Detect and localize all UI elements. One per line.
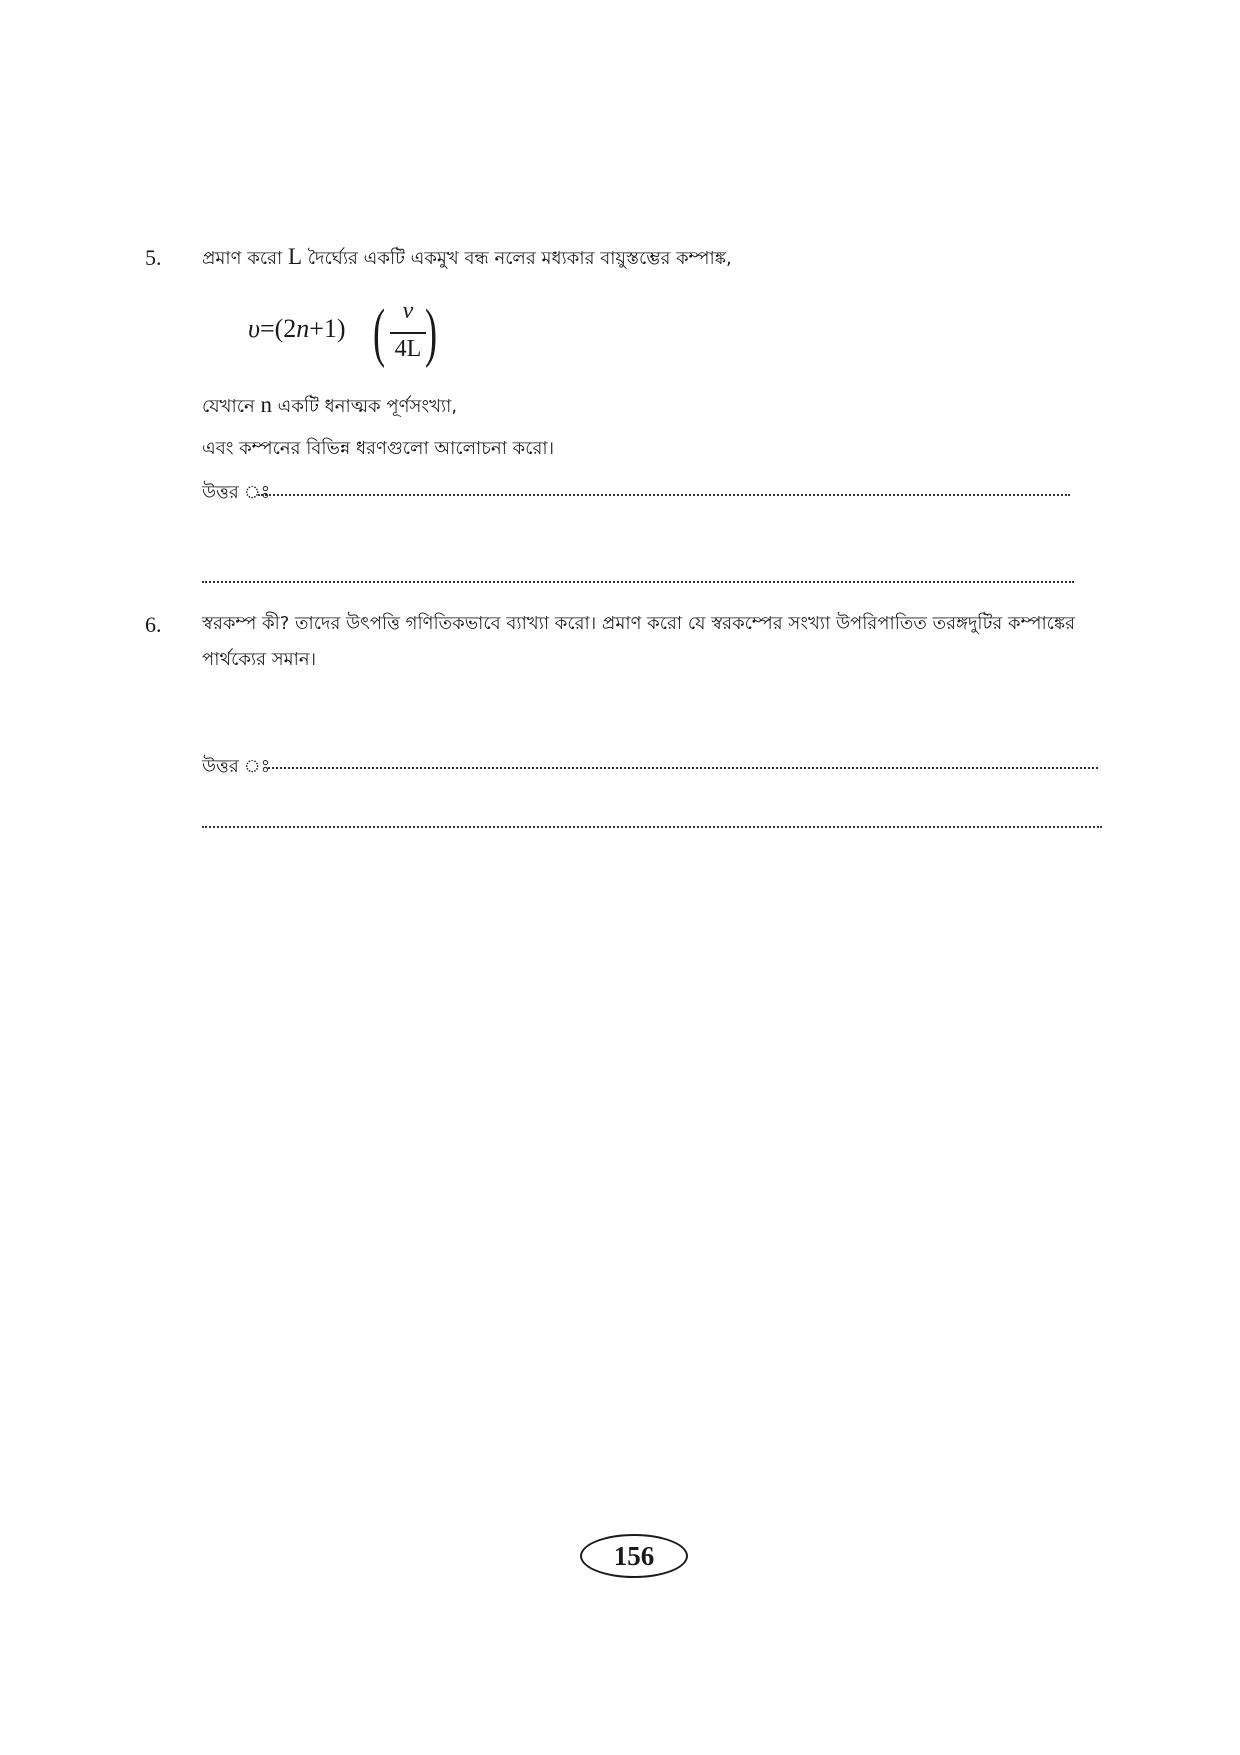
question-5-n-symbol: n	[260, 392, 272, 417]
question-6-answer-label: উত্তর ঃ	[202, 756, 271, 777]
page-number-badge: 156	[580, 1534, 688, 1578]
formula-frequency-symbol: υ	[248, 314, 260, 343]
question-6-answer-line-1[interactable]	[268, 767, 1098, 769]
formula-right-paren: )	[424, 296, 438, 369]
question-5-prompt-end: দৈর্ঘ্যের একটি একমুখ বন্ধ নলের মধ্যকার বায়ুস্তম্ভের কম্পাঙ্ক,	[307, 248, 732, 269]
formula-fraction	[372, 296, 438, 372]
formula-left-paren: (	[372, 296, 386, 369]
question-6-answer-line-2[interactable]	[202, 826, 1102, 828]
question-5-prompt-start: প্রমাণ করো	[202, 248, 283, 269]
formula-open-term: =(2	[259, 314, 297, 343]
question-6-prompt: স্বরকম্প কী? তাদের উৎপত্তি গণিতিকভাবে ব্যাখ্যা করো। প্রমাণ করো যে স্বরকম্পের সংখ্যা উপরিপাতিত তরঙ্গদুটির কম্পাঙ্কের পার্থক্যের সমান।	[202, 613, 1076, 670]
question-5-length-symbol: L	[287, 244, 302, 269]
question-5-answer-line-2[interactable]	[202, 581, 1074, 583]
question-6-number: 6.	[145, 612, 162, 637]
formula-lhs	[248, 314, 346, 344]
formula-n-symbol: n	[296, 314, 310, 343]
question-5-answer-line-1[interactable]	[258, 494, 1070, 496]
question-5-answer-label: উত্তর ঃ	[202, 482, 271, 503]
formula-numerator: v	[402, 298, 414, 324]
frequency-formula	[248, 296, 448, 370]
question-5-instruction: এবং কম্পনের বিভিন্ন ধরণগুলো আলোচনা করো।	[202, 438, 555, 459]
question-5-where-end: একটি ধনাত্মক পূর্ণসংখ্যা,	[277, 396, 458, 417]
question-5-prompt	[202, 240, 732, 276]
formula-denominator: 4L	[394, 336, 422, 362]
formula-fraction-bar	[390, 332, 426, 334]
formula-close-term: +1)	[309, 314, 346, 343]
question-5-where-start: যেখানে	[202, 396, 255, 417]
question-5-number: 5.	[145, 245, 162, 270]
question-5-where-line	[202, 388, 457, 424]
